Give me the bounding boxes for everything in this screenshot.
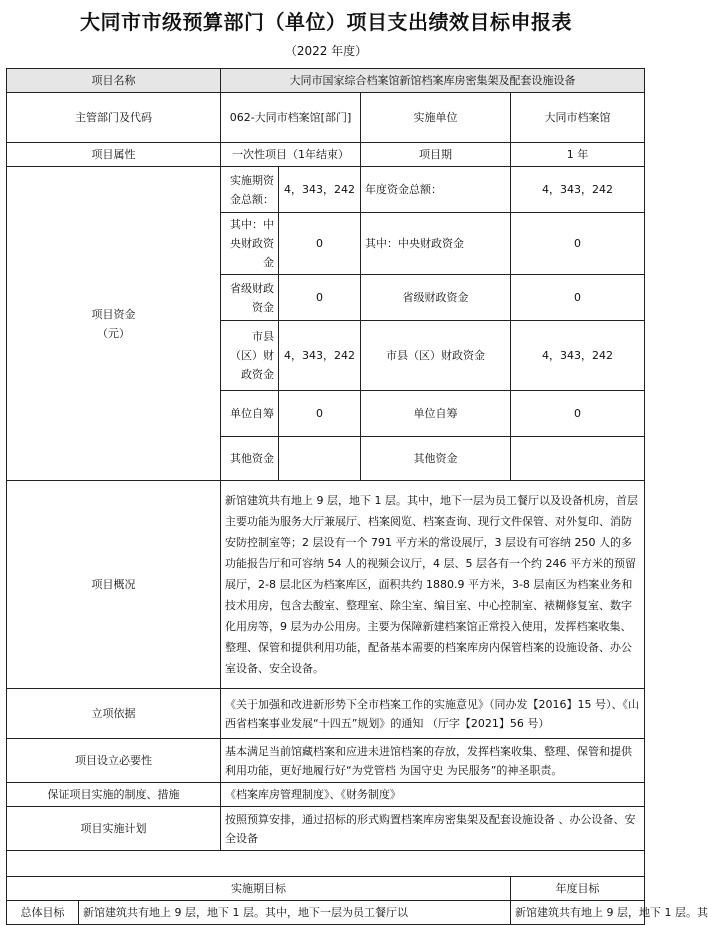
funds-label: 项目资金: [91, 307, 136, 321]
funds-label-cell: [7, 167, 221, 481]
annual-label: 其中：中央财政资金: [361, 213, 511, 275]
annual-amount: 4，343，242: [511, 167, 645, 213]
funds-amount: 4，343，242: [279, 167, 361, 213]
funds-amount: 0: [279, 213, 361, 275]
page-title: 大同市市级预算部门（单位）项目支出绩效目标申报表: [80, 10, 572, 34]
overview-label: 项目概况: [7, 481, 221, 689]
annual-amount: 4，343，242: [511, 321, 645, 391]
funds-amount: [279, 437, 361, 481]
overview-text: 新馆建筑共有地上 9 层，地下 1 层。其中，地下一层为员工餐厅以及设备机房，首层主要功能为服务大厅兼展厅、档案阅览、档案查询、现行文件保管、对外复印、消防安防控制室等；2 层设有一个 791 平方米的常设展厅，3 层设有可容纳 250 人的多功能报告厅和可容纳 54 人的视频会议厅，4 层、5 层各有一个约 246 平方米的预留展厅，2-8 层北区为档案库区，面积共约 1880.9 平方米，3-8 层南区为档案业务和技术用房，包含去酸室、整理室、除尘室、编目室、中心控制室、裱糊修复室、数字化用房等，9 层为办公用房。主要为保障新建档案馆正常投入使用，发挥档案收集、整理、保管和提供利用功能，配备基本需要的档案库房内保管档案的设施设备、办公室设备、安全设备。: [221, 481, 645, 689]
impl-unit-label: 实施单位: [361, 93, 511, 143]
funds-sub-label: 其他资金: [221, 437, 279, 481]
measures-label: 保证项目实施的制度、措施: [7, 783, 221, 807]
basis-text: 《关于加强和改进新形势下全市档案工作的实施意见》（同办发【2016】15 号）、《山西省档案事业发展“十四五”规划》的通知 （厅字【2021】56 号）: [221, 689, 645, 739]
period-target-header: 实施期目标: [7, 877, 511, 901]
funds-amount: 0: [279, 275, 361, 321]
attr-label: 项目属性: [7, 143, 221, 167]
project-name-value: 大同市国家综合档案馆新馆档案库房密集架及配套设施设备: [221, 69, 645, 93]
funds-sub-label: 市县（区）财政资金: [221, 321, 279, 391]
annual-label: 其他资金: [361, 437, 511, 481]
funds-amount: 0: [279, 391, 361, 437]
annual-label: 省级财政资金: [361, 275, 511, 321]
funds-sub-label: 其中：中央财政资金: [221, 213, 279, 275]
period-value: 1 年: [511, 143, 645, 167]
annual-target-text: 新馆建筑共有地上 9 层，地下 1 层。其: [511, 901, 645, 925]
dept-label: 主管部门及代码: [7, 93, 221, 143]
funds-amount: 4，343，242: [279, 321, 361, 391]
annual-label: 市县（区）财政资金: [361, 321, 511, 391]
necessity-text: 基本满足当前馆藏档案和应进未进馆档案的存放，发挥档案收集、整理、保管和提供利用功能，更好地履行好“为党管档 为国守史 为民服务”的神圣职责。: [221, 739, 645, 783]
year-subtitle: （2022 年度）: [284, 44, 368, 58]
impl-unit-value: 大同市档案馆: [511, 93, 645, 143]
funds-sub-label: 单位自筹: [221, 391, 279, 437]
measures-text: 《档案库房管理制度》、《财务制度》: [221, 783, 645, 807]
annual-label: 年度资金总额：: [361, 167, 511, 213]
spacer-row: [7, 851, 645, 877]
project-name-label: 项目名称: [7, 69, 221, 93]
basis-label: 立项依据: [7, 689, 221, 739]
plan-label: 项目实施计划: [7, 807, 221, 851]
funds-unit: （元）: [97, 326, 130, 340]
period-label: 项目期: [361, 143, 511, 167]
plan-text: 按照预算安排，通过招标的形式购置档案库房密集架及配套设施设备 、办公设备、安全设备: [221, 807, 645, 851]
annual-amount: 0: [511, 391, 645, 437]
attr-value: 一次性项目（1年结束）: [221, 143, 361, 167]
funds-sub-label: 省级财政资金: [221, 275, 279, 321]
funds-sub-label: 实施期资金总额：: [221, 167, 279, 213]
annual-amount: [511, 437, 645, 481]
necessity-label: 项目设立必要性: [7, 739, 221, 783]
period-target-text: 新馆建筑共有地上 9 层，地下 1 层。其中，地下一层为员工餐厅以: [79, 901, 511, 925]
annual-target-header: 年度目标: [511, 877, 645, 901]
annual-amount: 0: [511, 213, 645, 275]
performance-table: [6, 68, 708, 925]
overall-target-label: 总体目标: [7, 901, 79, 925]
dept-value: 062-大同市档案馆[部门]: [221, 93, 361, 143]
annual-amount: 0: [511, 275, 645, 321]
annual-label: 单位自筹: [361, 391, 511, 437]
